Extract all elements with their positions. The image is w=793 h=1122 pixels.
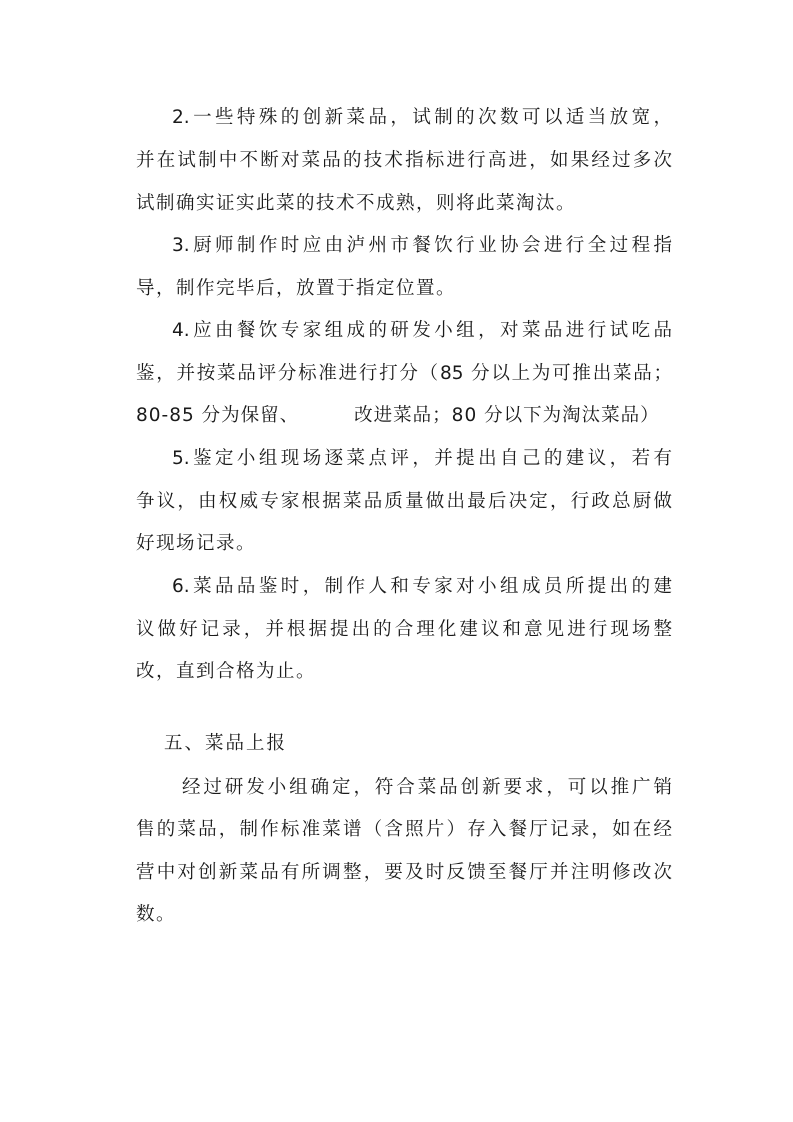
item-4-line-3: 80-85 分为保留、 改进菜品；80 分以下为淘汰菜品）	[136, 405, 660, 426]
section-line-2: 售的菜品，制作标准菜谱（含照片）存入餐厅记录，如在经	[136, 819, 672, 840]
item-2-line-3: 试制确实证实此菜的技术不成熟，则将此菜淘汰。	[136, 193, 577, 214]
item-6-line-3: 改，直到合格为止。	[136, 661, 317, 682]
item-3-line-1: 3.厨师制作时应由泸州市餐饮行业协会进行全过程指	[172, 235, 672, 256]
section-line-1: 经过研发小组确定，符合菜品创新要求，可以推广销	[182, 777, 672, 798]
item-4-line-2: 鉴，并按菜品评分标准进行打分（85 分以上为可推出菜品；	[136, 363, 672, 384]
section-heading: 五、菜品上报	[164, 733, 288, 754]
item-3-line-2: 导，制作完毕后，放置于指定位置。	[136, 278, 457, 299]
item-6-line-1: 6.菜品品鉴时，制作人和专家对小组成员所提出的建	[172, 576, 672, 597]
section-line-4: 数。	[136, 904, 177, 925]
item-5-line-2: 争议，由权威专家根据菜品质量做出最后决定，行政总厨做	[136, 491, 672, 512]
item-2-line-1: 2.一些特殊的创新菜品，试制的次数可以适当放宽，	[172, 107, 672, 128]
item-6-line-2: 议做好记录，并根据提出的合理化建议和意见进行现场整	[136, 619, 672, 640]
item-5-line-3: 好现场记录。	[136, 533, 257, 554]
item-4-line-1: 4.应由餐饮专家组成的研发小组，对菜品进行试吃品	[172, 320, 672, 341]
section-line-3: 营中对创新菜品有所调整，要及时反馈至餐厅并注明修改次	[136, 862, 672, 883]
item-2-line-2: 并在试制中不断对菜品的技术指标进行高进，如果经过多次	[136, 150, 672, 171]
item-5-line-1: 5.鉴定小组现场逐菜点评，并提出自己的建议，若有	[172, 448, 672, 469]
